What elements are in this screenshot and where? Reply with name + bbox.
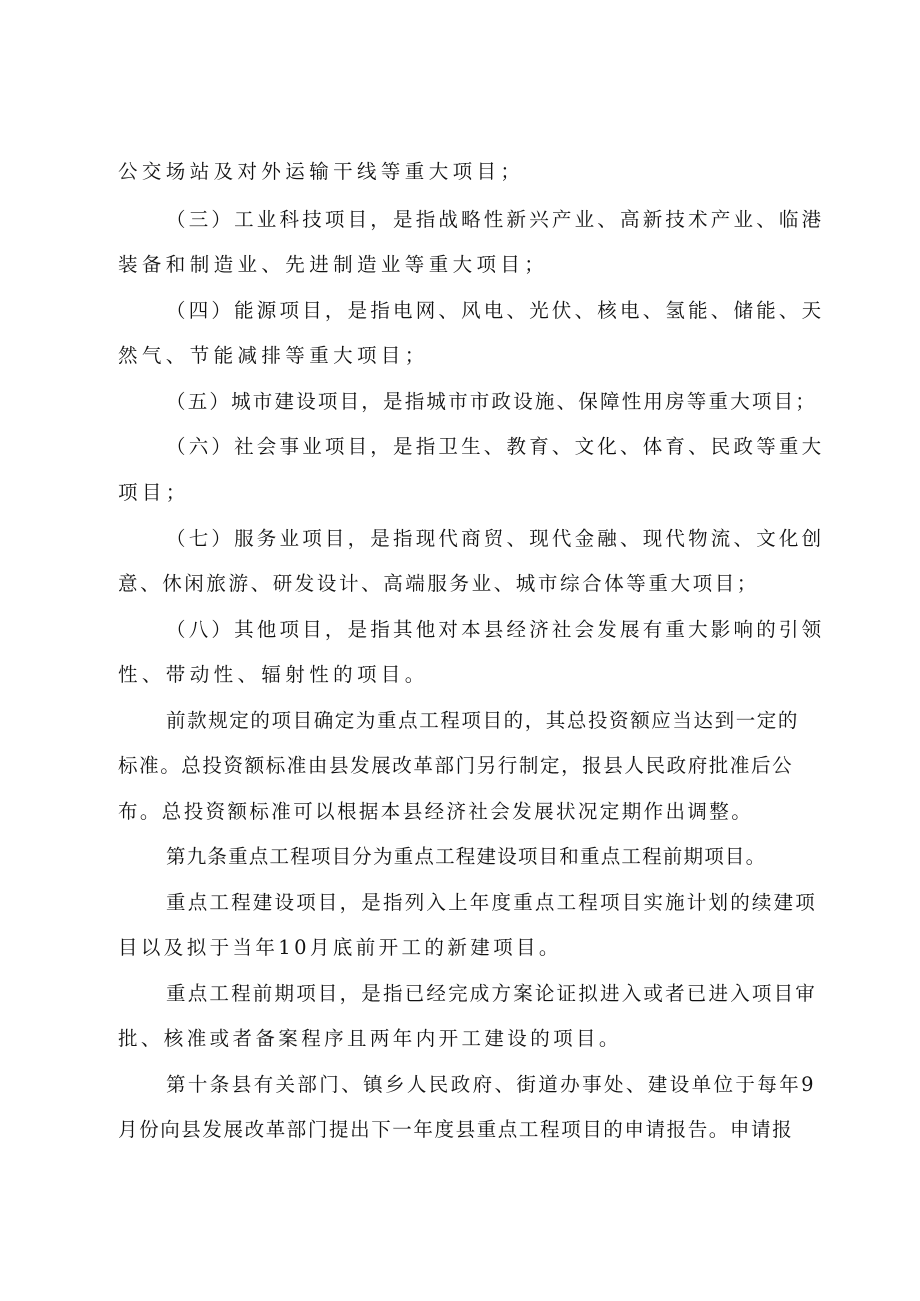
text-line: （八）其他项目，是指其他对本县经济社会发展有重大影响的引领 [166, 618, 825, 641]
text-line: 重点工程前期项目，是指已经完成方案论证拟进入或者已进入项目审 [166, 982, 818, 1005]
text-line: 公交场站及对外运输干线等重大项目； [118, 160, 525, 183]
text-line: 然气、节能减排等重大项目； [118, 344, 429, 367]
text-line: （七）服务业项目，是指现代商贸、现代金融、现代物流、文化创 [166, 527, 825, 550]
text-line: 性、带动性、辐射性的项目。 [118, 663, 429, 686]
text-line: （六）社会事业项目，是指卫生、教育、文化、体育、民政等重大 [166, 435, 825, 458]
text-line: 布。总投资额标准可以根据本县经济社会发展状况定期作出调整。 [118, 800, 754, 823]
text-line: （三）工业科技项目，是指战略性新兴产业、高新技术产业、临港 [166, 208, 825, 231]
text-line: 目以及拟于当年10月底前开工的新建项目。 [118, 936, 562, 959]
text-line: 装备和制造业、先进制造业等重大项目； [118, 253, 549, 276]
text-line: 意、休闲旅游、研发设计、高端服务业、城市综合体等重大项目； [118, 572, 759, 595]
text-line: （五）城市建设项目，是指城市市政设施、保障性用房等重大项目； [166, 390, 818, 413]
text-line: 标准。总投资额标准由县发展改革部门另行制定，报县人民政府批准后公 [118, 754, 794, 777]
text-line: 月份向县发展改革部门提出下一年度县重点工程项目的申请报告。申请报 [118, 1118, 794, 1141]
text-line: 项目； [118, 481, 190, 504]
text-line: 重点工程建设项目，是指列入上年度重点工程项目实施计划的续建项 [166, 891, 818, 914]
text-line: 第十条县有关部门、镇乡人民政府、街道办事处、建设单位于每年9 [166, 1073, 816, 1096]
text-line: 批、核准或者备案程序且两年内开工建设的项目。 [118, 1027, 622, 1050]
text-line: 前款规定的项目确定为重点工程项目的，其总投资额应当达到一定的 [166, 709, 800, 732]
text-line: 第九条重点工程项目分为重点工程建设项目和重点工程前期项目。 [166, 845, 767, 868]
text-line: （四）能源项目，是指电网、风电、光伏、核电、氢能、储能、天 [166, 299, 825, 322]
